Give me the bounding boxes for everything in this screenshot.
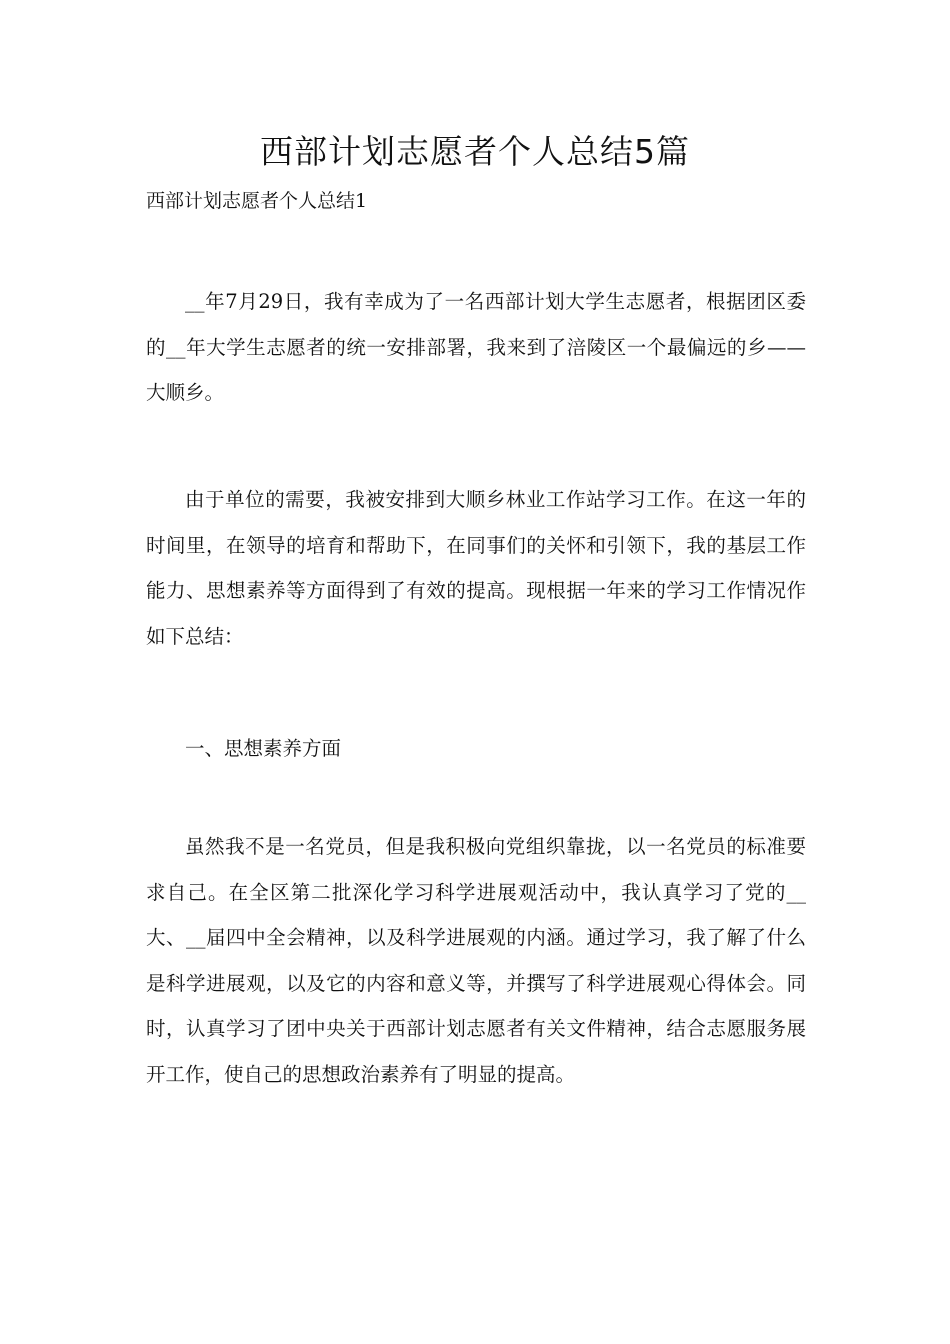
section-subtitle: 西部计划志愿者个人总结1: [146, 190, 368, 212]
paragraph-ideology: 虽然我不是一名党员，但是我积极向党组织靠拢，以一名党员的标准要求自己。在全区第二批深化学习科学进展观活动中，我认真学习了党的__大、__届四中全会精神，以及科学进展观的内涵。通过学习，我了解了什么是科学进展观，以及它的内容和意义等，并撰写了科学进展观心得体会。同时，认真学习了团中央关于西部计划志愿者有关文件精神，结合志愿服务展开工作，使自己的思想政治素养有了明显的提高。: [146, 835, 806, 1086]
paragraph-work-assignment: 由于单位的需要，我被安排到大顺乡林业工作站学习工作。在这一年的时间里，在领导的培育和帮助下，在同事们的关怀和引领下，我的基层工作能力、思想素养等方面得到了有效的提高。现根据一年来的学习工作情况作如下总结：: [146, 488, 806, 648]
document-title: 西部计划志愿者个人总结5篇: [260, 132, 690, 171]
paragraph-intro: __年7月29日，我有幸成为了一名西部计划大学生志愿者，根据团区委的__年大学生志愿者的统一安排部署，我来到了涪陵区一个最偏远的乡——大顺乡。: [146, 290, 806, 404]
section-heading-ideology: 一、思想素养方面: [185, 737, 342, 760]
